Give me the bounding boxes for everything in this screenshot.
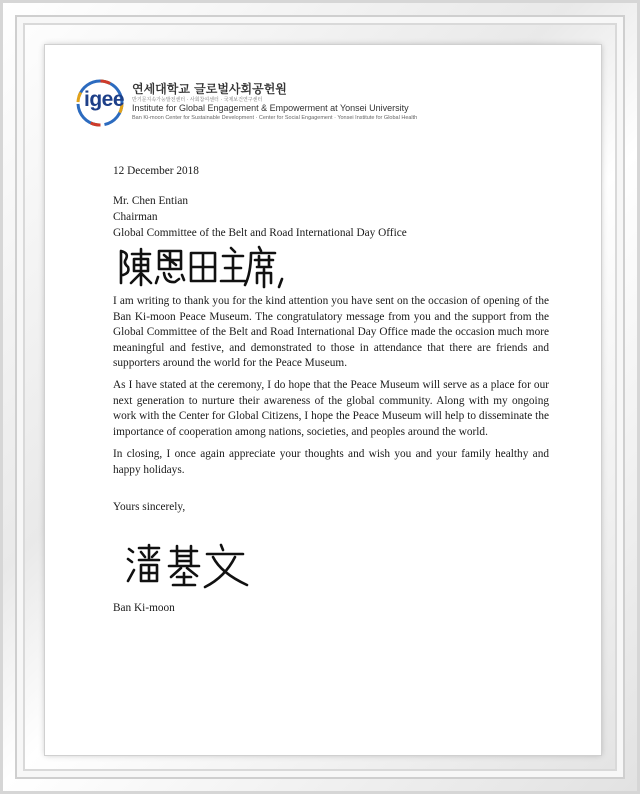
letterhead (75, 78, 555, 128)
body-paragraph: As I have stated at the ceremony, I do hope that the Peace Museum will serve as a place for our next generation to nurture their awareness of the global community. Along with my ongoing work with the Center for Global Citizens, I hope the Peace Museum will help to disseminate the importance of cooperation among nations, societies, and peoples around the world. (113, 379, 549, 438)
signatory-name: Ban Ki-moon (113, 602, 175, 614)
logo-wordmark: igee (84, 88, 125, 111)
recipient-title: Chairman (113, 211, 158, 223)
institute-korean-name: 연세대학교 글로벌사회공헌원 (132, 82, 287, 96)
handwritten-salutation (117, 245, 287, 289)
institute-english-name: Institute for Global Engagement & Empowerment at Yonsei University (132, 103, 409, 113)
letter-date: 12 December 2018 (113, 165, 199, 177)
body-paragraph: I am writing to thank you for the kind attention you have sent on the occasion of opening of the Ban Ki-moon Peace Museum. The congratulatory message from you and the support from the Global Committee of the Belt and Road International Day Office made the occasion much more meaningful and festive, and demonstrated to those in attendance that there are friends and supporters around the world for the Peace Museum. (113, 295, 549, 369)
recipient-organization: Global Committee of the Belt and Road International Day Office (113, 227, 407, 239)
handwritten-signature (125, 543, 255, 591)
body-paragraph: In closing, I once again appreciate your thoughts and wish you and your family healthy and happy holidays. (113, 448, 549, 476)
letter-page (45, 45, 601, 755)
institute-korean-subtitle: 반기문지속가능발전센터 · 사회참여센터 · 국제보건연구센터 (132, 97, 263, 103)
recipient-name: Mr. Chen Entian (113, 195, 188, 207)
closing: Yours sincerely, (113, 501, 186, 513)
institute-centers: Ban Ki-moon Center for Sustainable Development · Center for Social Engagement · Yonsei Institute for Global Health (132, 115, 418, 121)
